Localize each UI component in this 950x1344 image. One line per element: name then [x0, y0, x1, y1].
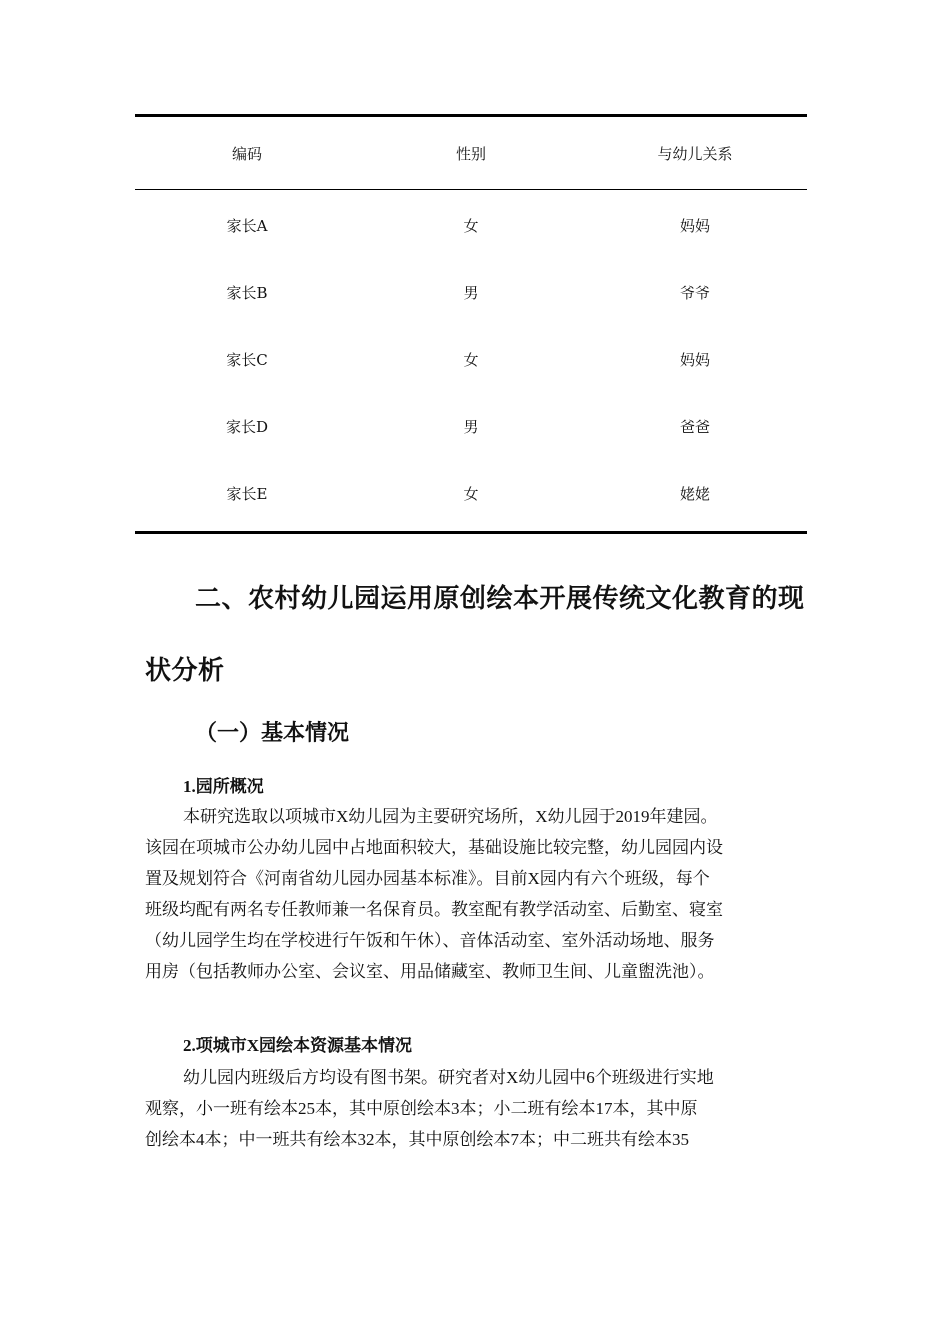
cell-relation: 爷爷	[679, 284, 710, 302]
table-header-row	[135, 117, 807, 189]
section-heading-line2: 状分析	[145, 656, 225, 686]
paragraph-2	[145, 1062, 805, 1155]
header-relation: 与幼儿关系	[657, 144, 733, 163]
paragraph-line: 本研究选取以项城市X幼儿园为主要研究场所，X幼儿园于2019年建园。	[183, 807, 718, 826]
paragraph-1	[145, 801, 805, 987]
cell-code: 家长E	[226, 485, 268, 503]
item-heading-2: 2.项城市X园绘本资源基本情况	[183, 1036, 413, 1055]
paragraph-line: 幼儿园内班级后方均设有图书架。研究者对X幼儿园中6个班级进行实地	[183, 1068, 714, 1087]
paragraph-line: 观察，小一班有绘本25本，其中原创绘本3本；小二班有绘本17本，其中原	[145, 1099, 698, 1118]
paragraph-line: 创绘本4本；中一班共有绘本32本，其中原创绘本7本；中二班共有绘本35	[145, 1130, 689, 1149]
cell-code: 家长C	[226, 351, 268, 369]
cell-relation: 姥姥	[679, 485, 710, 503]
item-heading-1: 1.园所概况	[183, 777, 264, 796]
paragraph-line: 班级均配有两名专任教师兼一名保育员。教室配有教学活动室、后勤室、寝室	[145, 900, 723, 919]
paragraph-line: 用房（包括教师办公室、会议室、用品储藏室、教师卫生间、儿童盥洗池）。	[145, 962, 715, 981]
table-row	[135, 393, 807, 460]
cell-code: 家长D	[225, 418, 269, 436]
paragraph-line: 该园在项城市公办幼儿园中占地面积较大，基础设施比较完整，幼儿园园内设	[145, 838, 723, 857]
table-body	[135, 190, 807, 531]
cell-gender: 男	[463, 284, 479, 302]
cell-gender: 女	[463, 351, 479, 369]
paragraph-line: （幼儿园学生均在学校进行午饭和午休）、音体活动室、室外活动场地、服务	[145, 931, 715, 950]
cell-relation: 爸爸	[679, 418, 710, 436]
section-heading-line1: 二、农村幼儿园运用原创绘本开展传统文化教育的现	[195, 584, 805, 614]
cell-code: 家长B	[226, 284, 268, 302]
header-code: 编码	[231, 144, 262, 163]
table-row	[135, 460, 807, 527]
cell-relation: 妈妈	[679, 217, 710, 235]
paragraph-line: 置及规划符合《河南省幼儿园办园基本标准》。目前X园内有六个班级，每个	[145, 869, 710, 888]
table-row	[135, 326, 807, 393]
cell-relation: 妈妈	[679, 351, 710, 369]
subsection-heading: （一）基本情况	[195, 721, 350, 746]
cell-code: 家长A	[226, 217, 268, 235]
table-row	[135, 259, 807, 326]
cell-gender: 女	[463, 485, 479, 503]
table-row	[135, 192, 807, 259]
cell-gender: 女	[463, 217, 479, 235]
cell-gender: 男	[463, 418, 479, 436]
table-bottom-rule	[135, 531, 807, 534]
header-gender: 性别	[455, 144, 486, 163]
parent-info-table	[135, 114, 807, 534]
